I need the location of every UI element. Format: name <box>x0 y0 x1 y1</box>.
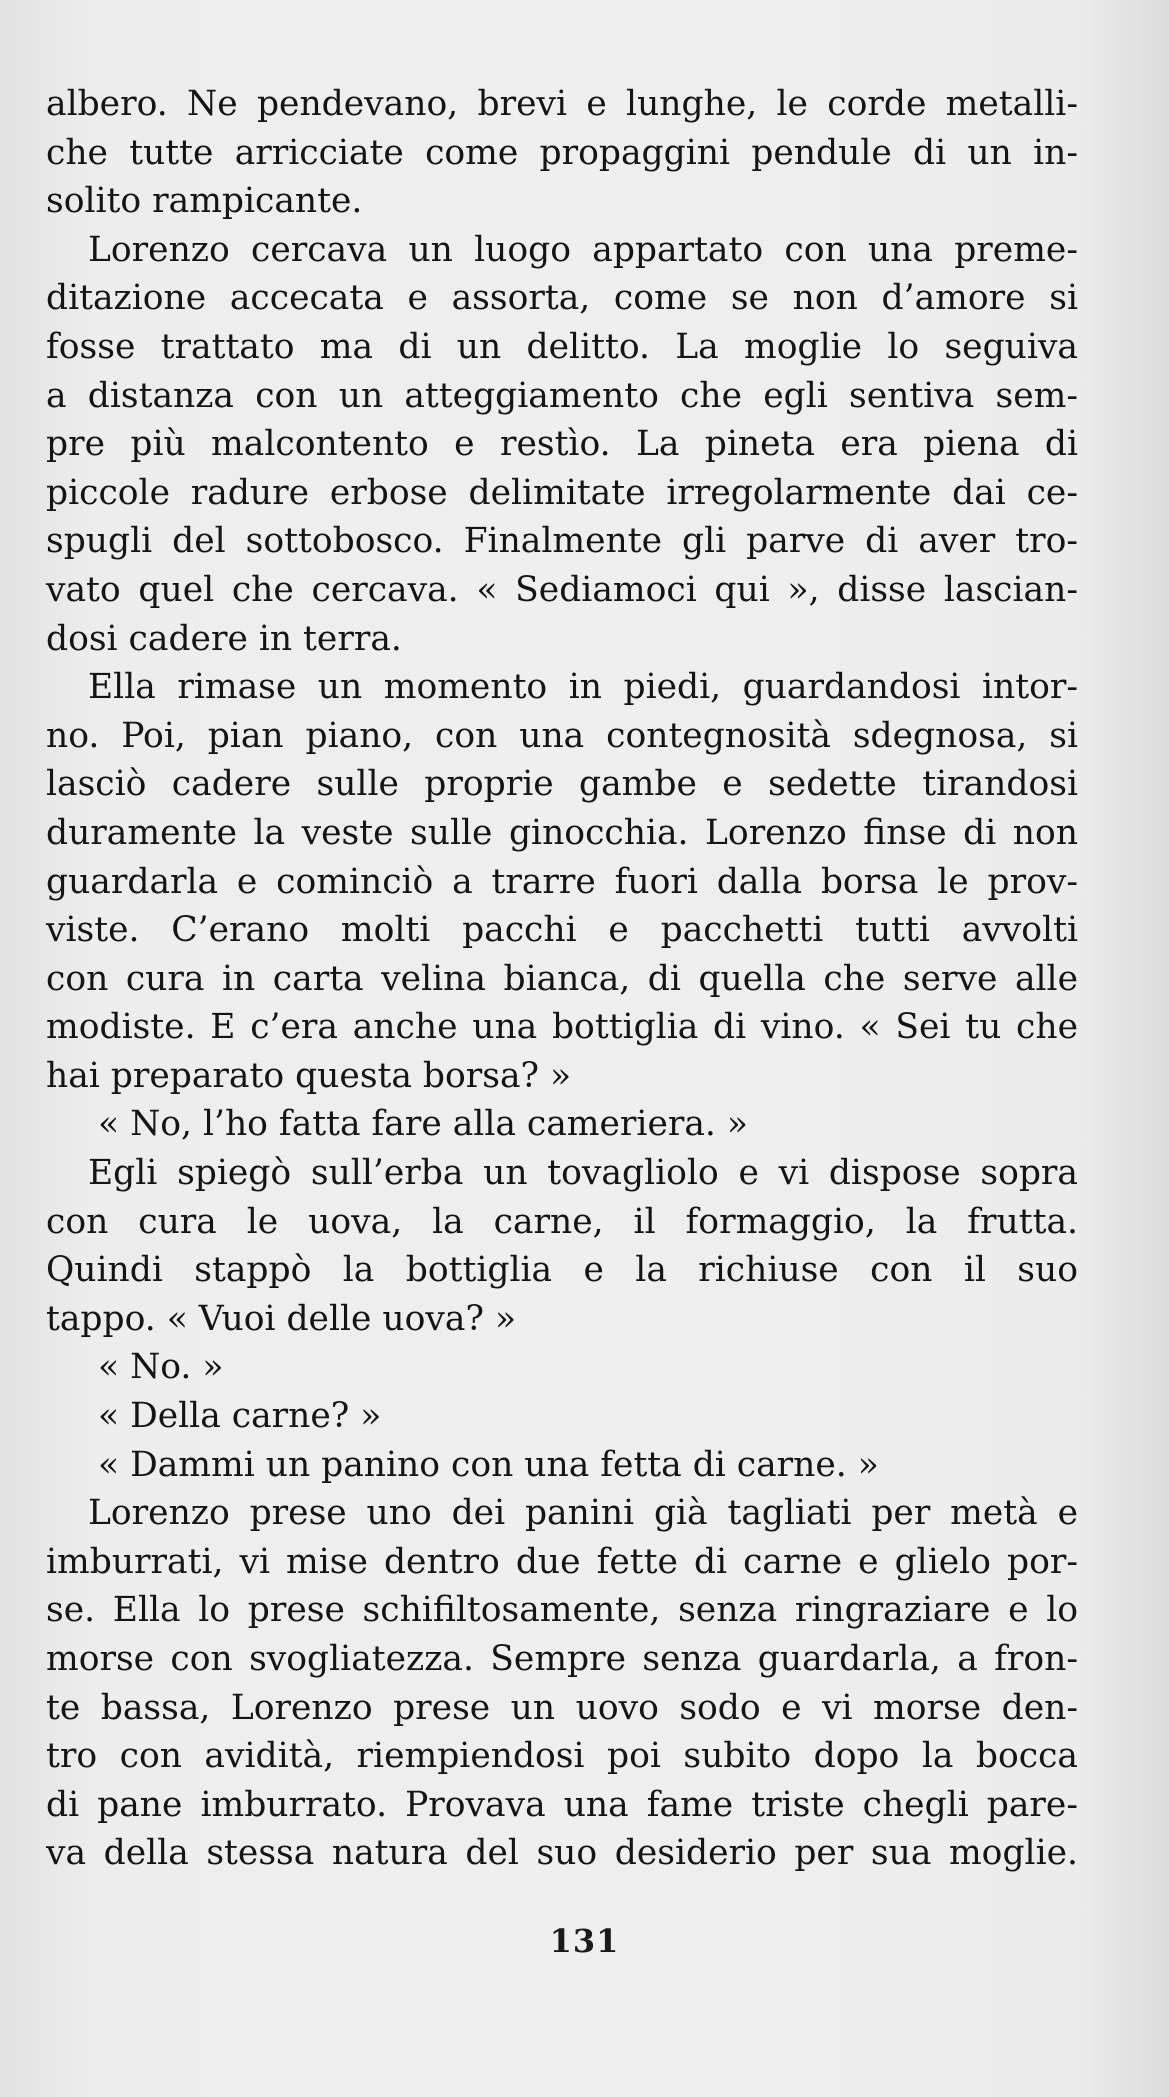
text-line: guardarla e cominciò a trarre fuori dalla borsa le prov- <box>46 861 1078 902</box>
text-line: « No, l’ho fatta fare alla cameriera. » <box>98 1104 748 1145</box>
text-line: hai preparato questa borsa? » <box>46 1055 572 1096</box>
text-line: viste. C’erano molti pacchi e pacchetti tutti avvolti <box>46 910 1078 951</box>
text-line: Egli spiegò sull’erba un tovagliolo e vi dispose sopra <box>88 1153 1078 1194</box>
text-line: ditazione accecata e assorta, come se non d’amore si <box>46 278 1078 319</box>
text-line: solito rampicante. <box>46 181 363 222</box>
text-line: duramente la veste sulle ginocchia. Lorenzo finse di non <box>46 812 1078 853</box>
text-line: dosi cadere in terra. <box>46 618 402 659</box>
text-line: con cura in carta velina bianca, di quella che serve alle <box>46 958 1078 999</box>
text-line: morse con svogliatezza. Sempre senza guardarla, a fron- <box>46 1639 1078 1679</box>
text-line: se. Ella lo prese schifiltosamente, senza ringraziare e lo <box>46 1590 1078 1631</box>
text-line: con cura le uova, la carne, il formaggio, la frutta. <box>46 1201 1078 1242</box>
text-line: pre più malcontento e restìo. La pineta era piena di <box>46 424 1078 465</box>
text-line: imburrati, vi mise dentro due fette di carne e glielo por- <box>46 1541 1078 1582</box>
text-line: che tutte arricciate come propaggini pendule di un in- <box>46 132 1078 173</box>
text-line: Lorenzo cercava un luogo appartato con una preme- <box>88 229 1078 270</box>
text-line: tro con avidità, riempiendosi poi subito dopo la bocca <box>46 1736 1078 1777</box>
text-line: a distanza con un atteggiamento che egli sentiva sem- <box>46 375 1078 416</box>
text-line: di pane imburrato. Provava una fame triste chegli pare- <box>46 1784 1078 1825</box>
text-line: lasciò cadere sulle proprie gambe e sedette tirandosi <box>46 764 1078 805</box>
text-line: Lorenzo prese uno dei panini già tagliati per metà e <box>88 1493 1078 1534</box>
text-line: vato quel che cercava. « Sediamoci qui », disse lascian- <box>46 569 1078 610</box>
text-line: « Della carne? » <box>98 1396 382 1437</box>
text-line: no. Poi, pian piano, con una contegnosità sdegnosa, si <box>46 715 1078 756</box>
text-line: te bassa, Lorenzo prese un uovo sodo e vi morse den- <box>46 1687 1078 1728</box>
body-text <box>46 80 1078 1878</box>
text-line: « Dammi un panino con una fetta di carne. » <box>98 1444 879 1485</box>
text-line: piccole radure erbose delimitate irregolarmente dai ce- <box>46 472 1078 513</box>
text-line: va della stessa natura del suo desiderio per sua moglie. <box>46 1833 1078 1874</box>
text-line: « No. » <box>98 1347 224 1388</box>
text-line: Ella rimase un momento in piedi, guardandosi intor- <box>88 667 1078 708</box>
text-line: fosse trattato ma di un delitto. La moglie lo seguiva <box>46 326 1078 367</box>
text-line: tappo. « Vuoi delle uova? » <box>46 1298 517 1339</box>
text-line: albero. Ne pendevano, brevi e lunghe, le corde metalli- <box>46 84 1078 124</box>
page-number: 131 <box>549 1922 620 1960</box>
text-line: modiste. E c’era anche una bottiglia di vino. « Sei tu che <box>46 1007 1078 1048</box>
text-line: Quindi stappò la bottiglia e la richiuse con il suo <box>46 1250 1078 1291</box>
text-line: spugli del sottobosco. Finalmente gli parve di aver tro- <box>46 521 1078 562</box>
